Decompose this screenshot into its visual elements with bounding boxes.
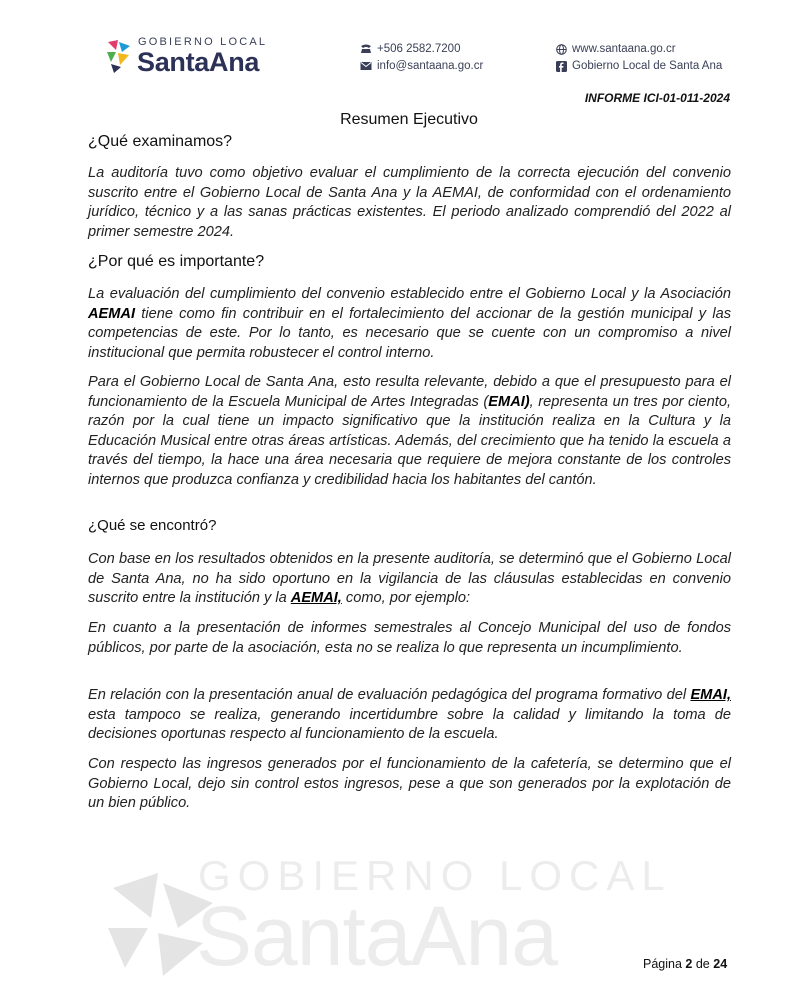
text-segment: En relación con la presentación anual de evaluación pedagógica del programa formativo del (88, 687, 691, 703)
facebook-icon (556, 61, 567, 72)
text-segment: Para el Gobierno Local de Santa Ana, esto resulta relevante, debido a que el presupuesto para el funcionamiento de la Escuela Municipal de Artes Integradas ( (88, 374, 731, 410)
watermark-main-text: SantaAna (196, 889, 557, 983)
logo-top-text: GOBIERNO LOCAL (138, 36, 268, 48)
highlight-emai: EMAI, (690, 687, 731, 703)
paragraph-semester-reports: En cuanto a la presentación de informes semestrales al Concejo Municipal del uso de fondos públicos, por parte de la asociación, esta no se realiza lo que representa un incumplimiento. (88, 620, 731, 656)
watermark-top-text: GOBIERNO LOCAL (198, 852, 672, 899)
heading-por-que-importante: ¿Por qué es importante? (88, 253, 265, 270)
text-segment: La evaluación del cumplimiento del convenio establecido entre el Gobierno Local y la Asociación (88, 286, 731, 302)
page-total: 24 (713, 957, 728, 971)
paragraph-findings (88, 550, 731, 609)
globe-icon (556, 44, 567, 55)
email-icon (360, 61, 372, 71)
phone-icon (360, 44, 372, 54)
report-id: INFORME ICI-01-011-2024 (584, 91, 730, 105)
text-segment: Con base en los resultados obtenidos en la presente auditoría, se determinó que el Gobierno Local de Santa Ana, no ha sido oportuno en la vigilancia de las cláusulas establecidas en convenio suscrito entre la institución y la (88, 551, 731, 606)
text-segment: , representa un tres por ciento, razón por la cual tiene un impacto significativo que la institución realiza en la Cultura y la Educación Musical entre otras áreas artísticas. Además, del crecimiento que ha tenido la escuela a través del tiempo, la hace una área necesaria que requiere de mejora constante de los controles internos que produzca confianza y credibilidad hacia los habitantes del cantón. (88, 393, 731, 488)
contact-phone (360, 43, 460, 55)
website-text: www.santaana.go.cr (572, 43, 676, 55)
page-number (643, 957, 727, 971)
contact-website (556, 43, 676, 55)
logo-main-text: SantaAna (137, 47, 260, 77)
paragraph-importance (88, 285, 731, 363)
heading-que-examinamos: ¿Qué examinamos? (88, 133, 233, 150)
contact-facebook (556, 60, 722, 72)
email-text: info@santaana.go.cr (377, 60, 484, 72)
text-segment: como, por ejemplo: (341, 590, 471, 606)
contact-email (360, 60, 483, 72)
facebook-text: Gobierno Local de Santa Ana (572, 60, 723, 72)
heading-que-se-encontro: ¿Qué se encontró? (88, 517, 217, 534)
document-title: Resumen Ejecutivo (340, 111, 478, 128)
text-segment: esta tampoco se realiza, generando incertidumbre sobre la calidad y limitando la toma de decisiones oportunas respecto al funcionamiento de la escuela. (88, 706, 731, 742)
paragraph-cafeteria-income: Con respecto las ingresos generados por el funcionamiento de la cafetería, se determino que el Gobierno Local, dejo sin control estos ingresos, pese a que son generados por la explotación de un bien público. (88, 756, 731, 811)
page-label: Página (643, 957, 682, 971)
page-current: 2 (685, 957, 693, 971)
phone-text: +506 2582.7200 (377, 43, 461, 55)
text-segment: tiene como fin contribuir en el fortalecimiento del accionar de la gestión municipal y las competencias de este. Por lo tanto, es necesario que se cuente con un compromiso a nivel institucional que permita robustecer el control interno. (88, 305, 731, 361)
santa-ana-logo-icon (105, 38, 133, 74)
highlight-aemai: AEMAI (88, 305, 136, 322)
paragraph-relevance (88, 373, 731, 490)
highlight-emai: EMAI) (488, 393, 530, 410)
highlight-aemai: AEMAI, (290, 590, 342, 606)
page-of: de (695, 957, 710, 971)
paragraph-objective: La auditoría tuvo como objetivo evaluar el cumplimiento de la correcta ejecución del convenio suscrito entre el Gobierno Local de Santa Ana y la AEMAI, de conformidad con el ordenamiento jurídico, técnico y a las sanas prácticas existentes. El periodo analizado comprendió del 2022 al primer semestre 2024. (88, 165, 731, 240)
paragraph-pedagogical-evaluation (88, 686, 731, 745)
